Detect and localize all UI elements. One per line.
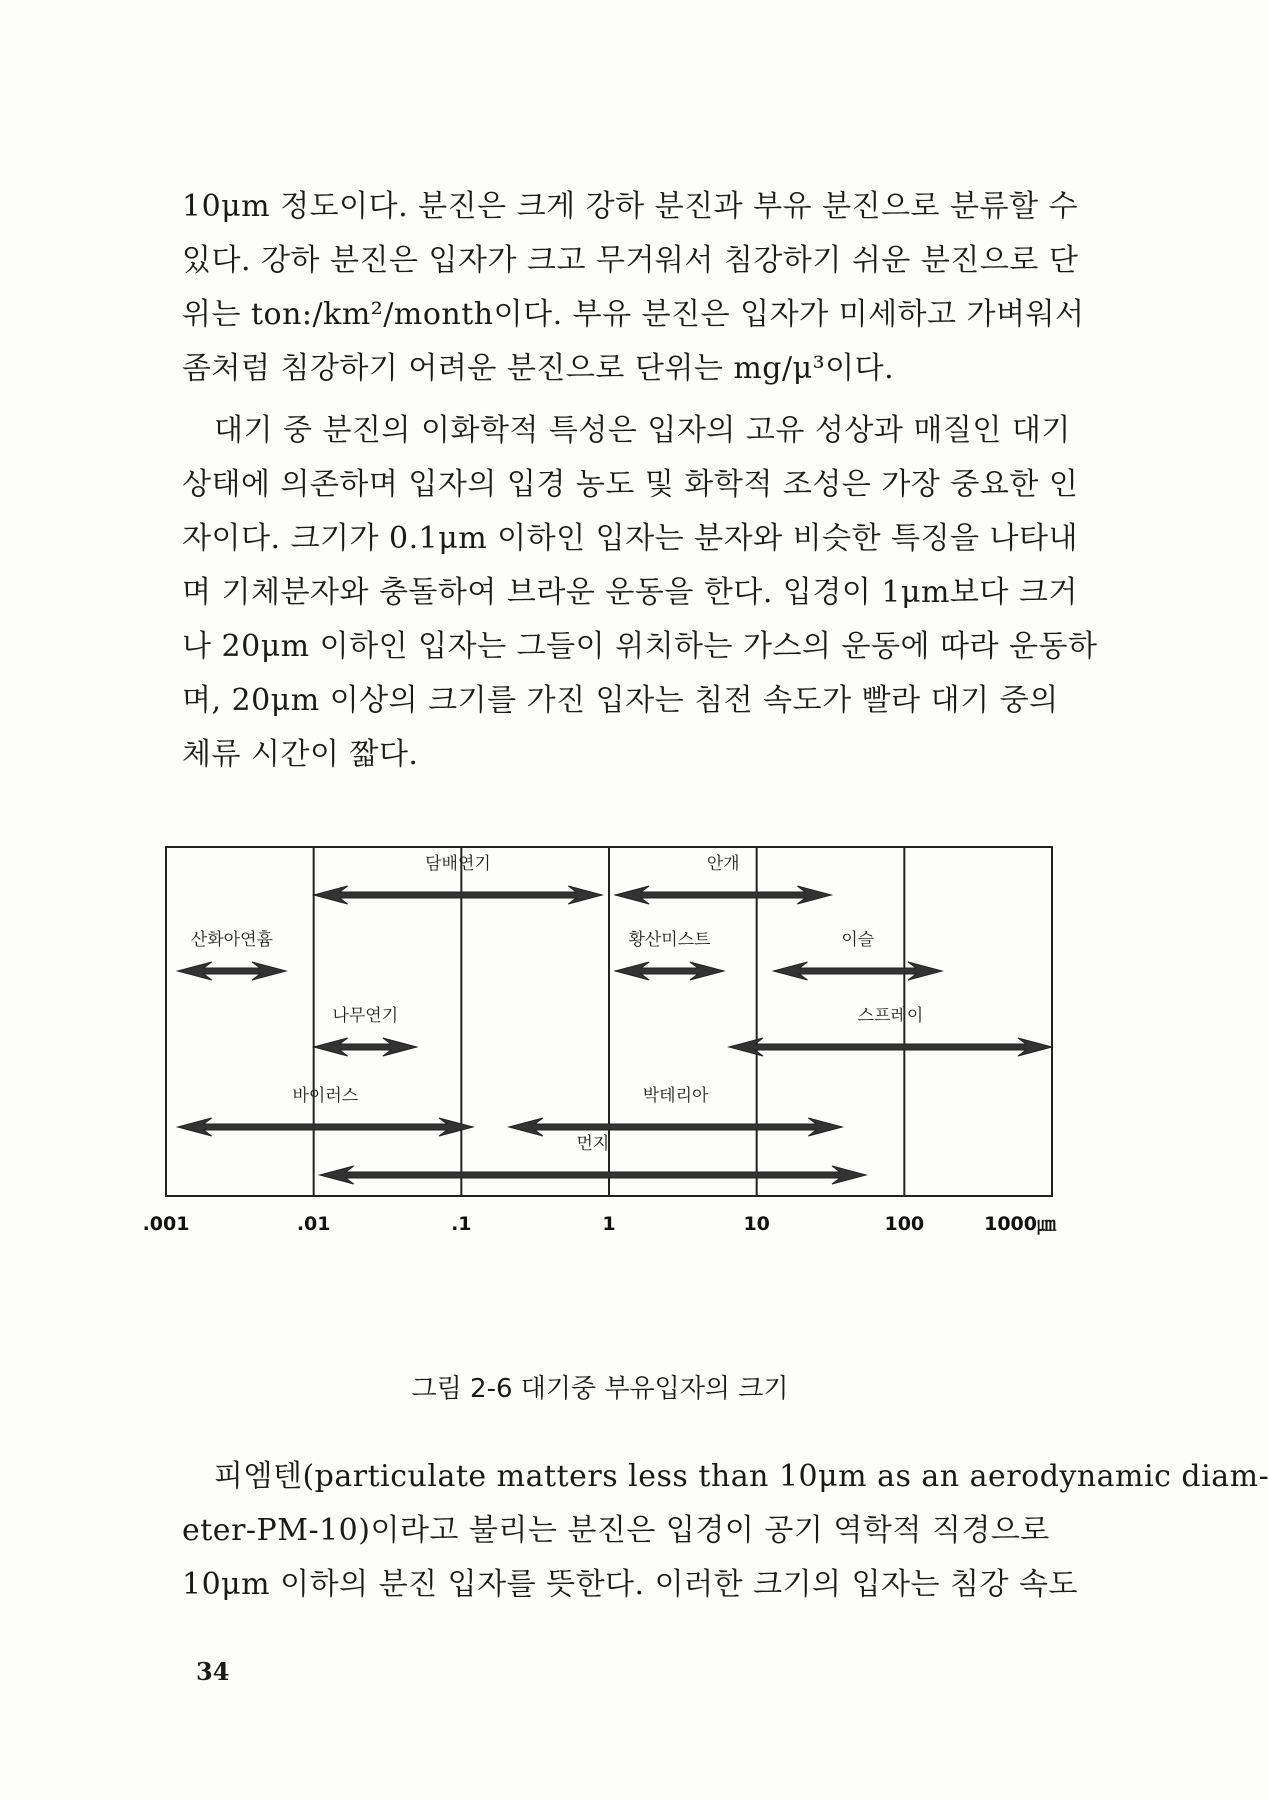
text-line: 나 20μm 이하인 입자는 그들이 위치하는 가스의 운동에 따라 운동하 xyxy=(182,629,1098,664)
text-line: 체류 시간이 짧다. xyxy=(182,737,419,772)
axis-tick-label: 1 xyxy=(602,1213,616,1235)
double-arrow-7 xyxy=(729,1038,1052,1056)
double-arrow-8 xyxy=(178,1118,473,1136)
range-label-4: 황산미스트 xyxy=(628,930,711,950)
text-line: 자이다. 크기가 0.1μm 이하인 입자는 분자와 비슷한 특징을 나타내 xyxy=(182,521,1078,556)
double-arrow-10 xyxy=(320,1166,866,1184)
range-label-8: 바이러스 xyxy=(292,1086,359,1106)
range-label-6: 나무연기 xyxy=(332,1006,399,1026)
page-number: 34 xyxy=(196,1657,230,1686)
range-label-10: 먼지 xyxy=(576,1134,610,1154)
axis-tick-label: 1000㎛ xyxy=(984,1213,1056,1235)
range-label-5: 이슬 xyxy=(841,930,875,950)
text-line: 10μm 이하의 분진 입자를 뜻한다. 이러한 크기의 입자는 침강 속도 xyxy=(182,1567,1078,1602)
range-label-9: 박테리아 xyxy=(642,1086,709,1106)
double-arrow-5 xyxy=(773,962,942,980)
axis-tick-label: .001 xyxy=(142,1213,190,1235)
double-arrow-9 xyxy=(509,1118,842,1136)
double-arrow-3 xyxy=(178,962,286,980)
range-label-1: 담배연기 xyxy=(425,854,491,874)
figure-caption: 그림 2-6 대기중 부유입자의 크기 xyxy=(411,1374,789,1404)
axis-tick-label: .01 xyxy=(296,1213,331,1235)
range-label-2: 안개 xyxy=(706,854,740,874)
text-line: 상태에 의존하며 입자의 입경 농도 및 화학적 조성은 가장 중요한 인 xyxy=(182,467,1079,502)
text-line: 며, 20μm 이상의 크기를 가진 입자는 침전 속도가 빨라 대기 중의 xyxy=(182,683,1059,718)
text-line: eter-PM-10)이라고 불리는 분진은 입경이 공기 역학적 직경으로 xyxy=(182,1513,1050,1548)
double-arrow-4 xyxy=(615,962,724,980)
text-line: 위는 ton:/km²/month이다. 부유 분진은 입자가 미세하고 가벼워서 xyxy=(182,297,1085,332)
axis-tick-label: 10 xyxy=(743,1213,770,1235)
range-label-7: 스프레이 xyxy=(857,1006,924,1026)
paragraph-3 xyxy=(182,1450,1269,1612)
text-line: 10μm 정도이다. 분진은 크게 강하 분진과 부유 분진으로 분류할 수 xyxy=(182,189,1078,224)
text-line: 피엠텐(particulate matters less than 10μm as an aerodynamic diam- xyxy=(214,1459,1269,1494)
axis-tick-label: 100 xyxy=(884,1213,925,1235)
paragraph-1 xyxy=(182,180,1085,396)
text-line: 대기 중 분진의 이화학적 특성은 입자의 고유 성상과 매질인 대기 xyxy=(214,413,1071,448)
text-line: 며 기체분자와 충돌하여 브라운 운동을 한다. 입경이 1μm보다 크거 xyxy=(182,575,1078,610)
double-arrow-2 xyxy=(615,886,831,904)
range-label-3: 산화아연흄 xyxy=(190,930,273,950)
axis-tick-label: .1 xyxy=(451,1213,472,1235)
particle-size-figure xyxy=(142,835,1056,1245)
text-line: 좀처럼 침강하기 어려운 분진으로 단위는 mg/μ³이다. xyxy=(182,351,895,386)
double-arrow-6 xyxy=(314,1038,417,1056)
double-arrow-1 xyxy=(314,886,603,904)
particle-size-chart xyxy=(142,835,1056,1245)
text-line: 있다. 강하 분진은 입자가 크고 무거워서 침강하기 쉬운 분진으로 단 xyxy=(182,243,1079,278)
paragraph-2 xyxy=(182,404,1098,782)
